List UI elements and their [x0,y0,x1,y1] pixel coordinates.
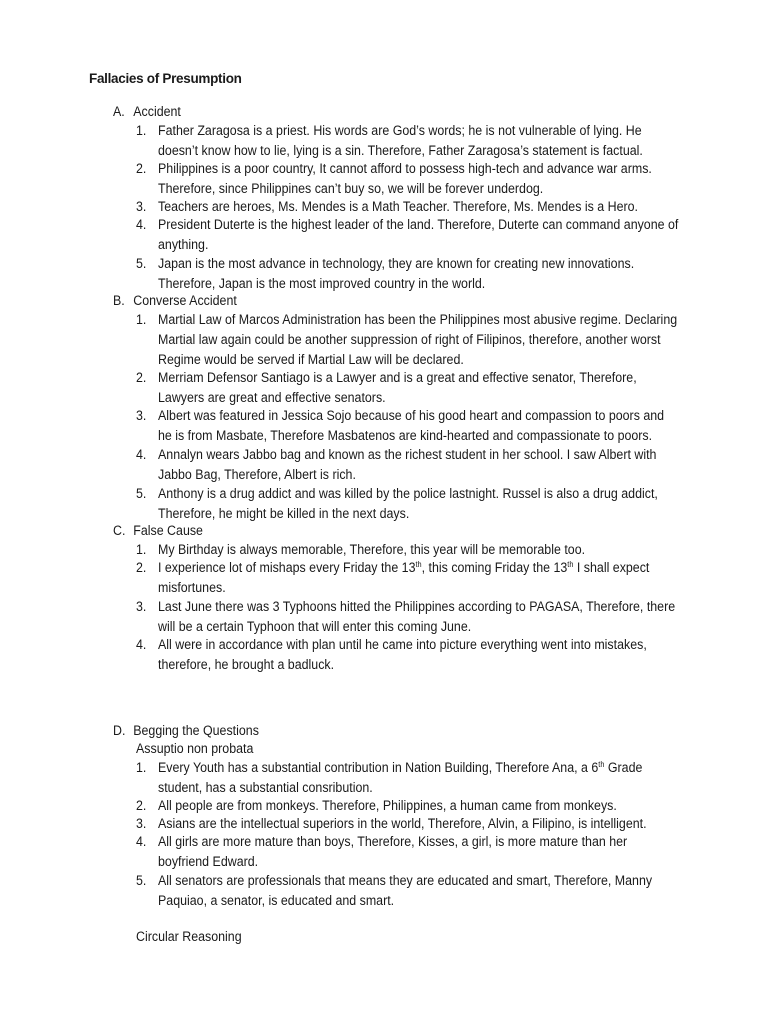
section-letter: B. [113,293,125,308]
item-text: Martial Law of Marcos Administration has been the Philippines most abusive regime. Declaring Martial law again could be another suppression of right of Filipinos, therefore, another worst Regime would be served if Martial Law will be declared. [158,312,678,367]
item-number: 4. [136,834,147,849]
item-text: I experience lot of mishaps every Friday the 13th, this coming Friday the 13th I shall expect misfortunes. [158,560,650,595]
item-number: 5. [136,873,147,888]
subsection-heading: Circular Reasoning [136,929,242,944]
item-number: 4. [136,217,147,232]
item-number: 2. [136,798,147,813]
item-number: 5. [136,486,147,501]
section-letter: A. [113,104,125,119]
subsection-heading: Assuptio non probata [136,741,254,756]
item-text: All people are from monkeys. Therefore, Philippines, a human came from monkeys. [158,798,617,813]
item-number: 3. [136,599,147,614]
item-text: Asians are the intellectual superiors in the world, Therefore, Alvin, a Filipino, is intelligent. [158,816,647,831]
item-text: Annalyn wears Jabbo bag and known as the richest student in her school. I saw Albert with Jabbo Bag, Therefore, Albert is rich. [158,447,657,482]
item-text: Anthony is a drug addict and was killed by the police lastnight. Russel is also a drug addict, Therefore, he might be killed in the next days. [158,486,658,521]
item-number: 3. [136,199,147,214]
item-text: All girls are more mature than boys, Therefore, Kisses, a girl, is more mature than her boyfriend Edward. [158,834,628,869]
section-title: False Cause [133,523,203,538]
section-letter: C. [113,523,126,538]
item-number: 2. [136,560,147,575]
item-text: Every Youth has a substantial contribution in Nation Building, Therefore Ana, a 6th Grade student, has a substantial consribution. [158,760,643,795]
item-number: 5. [136,256,147,271]
item-text: Japan is the most advance in technology, they are known for creating new innovations. Therefore, Japan is the most improved country in the world. [158,256,635,291]
item-number: 3. [136,816,147,831]
item-number: 4. [136,447,147,462]
section-a-heading [113,103,181,121]
item-number: 2. [136,370,147,385]
section-title: Converse Accident [133,293,237,308]
item-text: Father Zaragosa is a priest. His words are God’s words; he is not vulnerable of lying. He doesn’t know how to lie, lying is a sin. Therefore, Father Zaragosa’s statement is factual. [158,123,643,158]
item-number: 1. [136,542,147,557]
item-text: Merriam Defensor Santiago is a Lawyer and is a great and effective senator, Therefore, Lawyers are great and effective senators. [158,370,637,405]
section-d-heading [113,722,259,740]
section-b-heading [113,292,237,310]
document-title: Fallacies of Presumption [89,71,242,86]
item-text: Albert was featured in Jessica Sojo because of his good heart and compassion to poors and he is from Masbate, Therefore Masbatenos are kind-hearted and compassionate to poors. [158,408,665,443]
section-letter: D. [113,723,126,738]
section-c-heading [113,522,203,540]
item-text: All were in accordance with plan until he came into picture everything went into mistakes, therefore, he brought a badluck. [158,637,647,672]
section-title: Begging the Questions [133,723,259,738]
item-number: 4. [136,637,147,652]
item-number: 3. [136,408,147,423]
section-title: Accident [133,104,181,119]
item-number: 1. [136,312,147,327]
item-text: Last June there was 3 Typhoons hitted the Philippines according to PAGASA, Therefore, there will be a certain Typhoon that will enter this coming June. [158,599,676,634]
item-text: President Duterte is the highest leader of the land. Therefore, Duterte can command anyone of anything. [158,217,679,252]
item-text: Teachers are heroes, Ms. Mendes is a Math Teacher. Therefore, Ms. Mendes is a Hero. [158,199,639,214]
item-number: 1. [136,760,147,775]
item-number: 2. [136,161,147,176]
item-text: My Birthday is always memorable, Therefore, this year will be memorable too. [158,542,586,557]
item-text: All senators are professionals that means they are educated and smart, Therefore, Manny Paquiao, a senator, is educated and smart. [158,873,653,908]
item-number: 1. [136,123,147,138]
item-text: Philippines is a poor country, It cannot afford to possess high-tech and advance war arms. Therefore, since Philippines can’t buy so, we will be forever underdog. [158,161,652,196]
